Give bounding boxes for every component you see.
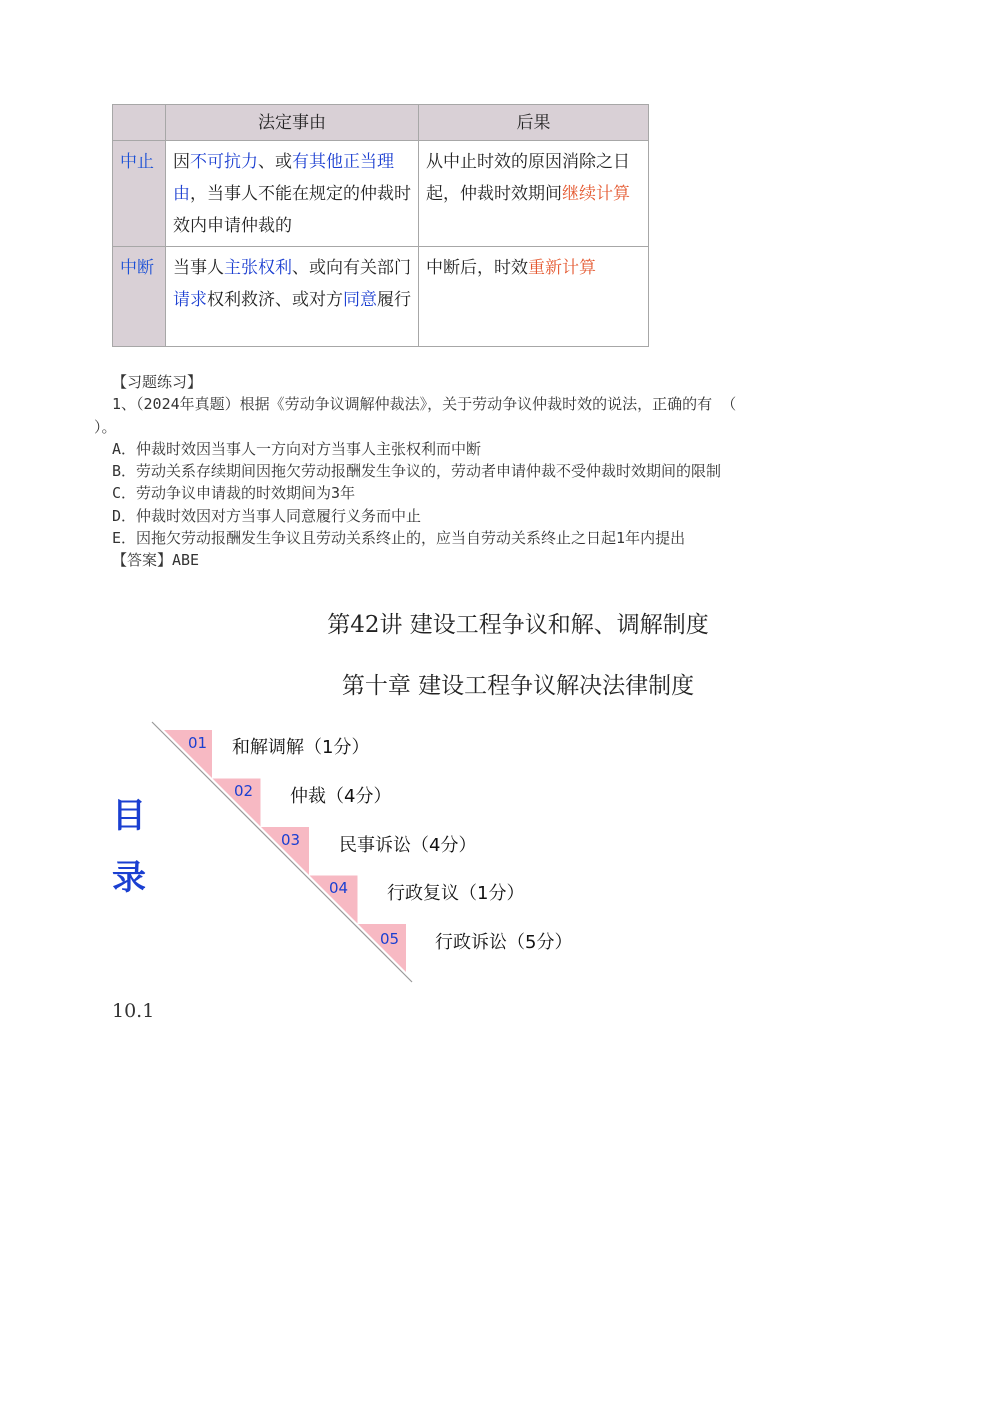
option-a: A．仲裁时效因当事人一方向对方当事人主张权利而中断 (112, 439, 482, 458)
table-row (113, 141, 649, 247)
toc-item-arbitration[interactable]: 仲裁（4分） (290, 786, 392, 807)
text-segment-plain: 中断后，时效 (426, 258, 528, 278)
text-segment-plain: 、或 (258, 152, 292, 172)
text-segment-blue: 主张权利 (224, 258, 292, 278)
row-reason-suspension (166, 141, 419, 247)
text-segment-blue: 请求 (173, 290, 207, 310)
toc-number-05: 05 (380, 930, 400, 948)
toc-item-admin-review[interactable]: 行政复议（1分） (387, 883, 525, 904)
text-segment-plain: 履行 (377, 290, 411, 310)
row-result-suspension (419, 141, 649, 247)
table-row (113, 247, 649, 347)
row-label-interruption: 中断 (113, 247, 166, 347)
text-segment-plain: 权利救济、或对方 (207, 290, 343, 310)
toc-number-01: 01 (188, 734, 208, 752)
text-segment-plain: 当事人 (173, 258, 224, 278)
toc-number-04: 04 (329, 879, 349, 897)
option-d: D．仲裁时效因对方当事人同意履行义务而中止 (112, 506, 422, 525)
exercise-section-title: 【习题练习】 (112, 373, 203, 391)
text-segment-blue: 不可抗力 (190, 152, 258, 172)
lecture-title: 第42讲 建设工程争议和解、调解制度 (327, 612, 709, 638)
table-header-result: 后果 (419, 105, 649, 141)
section-number: 10.1 (112, 1000, 155, 1022)
contents-title-char-2: 录 (112, 858, 146, 898)
toc-item-mediation[interactable]: 和解调解（1分） (232, 737, 370, 758)
toc-number-03: 03 (281, 831, 301, 849)
text-segment-orange: 继续计算 (562, 184, 630, 204)
row-result-interruption (419, 247, 649, 347)
contents-diagram (0, 720, 1000, 990)
contents-title-char-1: 目 (112, 796, 146, 836)
toc-item-admin-litigation[interactable]: 行政诉讼（5分） (435, 932, 573, 953)
rules-table (112, 104, 649, 347)
table-header-row (113, 105, 649, 141)
text-segment-plain: 因 (173, 152, 190, 172)
option-c: C．劳动争议申请裁的时效期间为3年 (112, 484, 356, 503)
table-header-cell-0 (113, 105, 166, 141)
text-segment-orange: 重新计算 (528, 258, 596, 278)
question-line-2: ）。 (94, 417, 117, 436)
table-header-reason: 法定事由 (166, 105, 419, 141)
text-segment-blue: 同意 (343, 290, 377, 310)
text-segment-plain: 从中止时效的原因消除之日起，仲裁时效期间 (426, 152, 630, 204)
option-b: B．劳动关系存续期间因拖欠劳动报酬发生争议的，劳动者申请仲裁不受仲裁时效期间的限制 (112, 462, 722, 481)
row-reason-interruption (166, 247, 419, 347)
chapter-title: 第十章 建设工程争议解决法律制度 (341, 673, 695, 699)
text-segment-blue: 有其他正当理由 (173, 152, 394, 204)
answer-line: 【答案】ABE (112, 551, 200, 570)
exercise-block (94, 371, 902, 572)
text-segment-plain: ，当事人不能在规定的仲裁时效内申请仲裁的 (173, 184, 411, 236)
text-segment-plain: 、或向有关部门 (292, 258, 411, 278)
question-line-1: 1、（2024年真题）根据《劳动争议调解仲裁法》，关于劳动争议仲裁时效的说法，正确的有 （ (112, 395, 737, 414)
row-label-suspension: 中止 (113, 141, 166, 247)
toc-item-civil-litigation[interactable]: 民事诉讼（4分） (339, 835, 477, 856)
toc-number-02: 02 (234, 782, 254, 800)
option-e: E．因拖欠劳动报酬发生争议且劳动关系终止的，应当自劳动关系终止之日起1年内提出 (112, 529, 686, 548)
